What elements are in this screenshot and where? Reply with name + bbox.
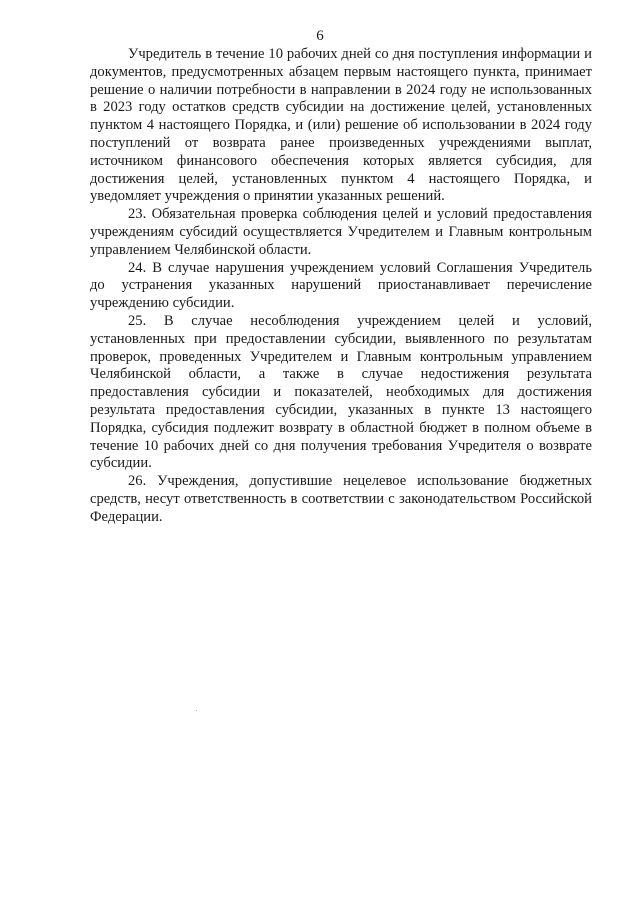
scan-speck — [196, 710, 197, 711]
paragraph-25: 25. В случае несоблюдения учреждением целей и условий, установленных при предоставлении субсидии, выявленного по результатам проверок, проведенных Учредителем и Главным контрольным управлением Челябинской области, а также в случае недостижения результата предоставления субсидии и показателей, необходимых для достижения результата предоставления субсидии, указанных в пункте 13 настоящего Порядка, субсидия подлежит возврату в областной бюджет в полном объеме в течение 10 рабочих дней со дня получения требования Учредителя о возврате субсидии. — [90, 312, 592, 472]
paragraph-24: 24. В случае нарушения учреждением условий Соглашения Учредитель до устранения указанных нарушений приостанавливает перечисление учреждению субсидии. — [90, 259, 592, 312]
paragraph-founder-decision: Учредитель в течение 10 рабочих дней со дня поступления информации и документов, предусмотренных абзацем первым настоящего пункта, принимает решение о наличии потребности в направлении в 2024 году не использованных в 2023 году остатков средств субсидии на достижение целей, установленных пунктом 4 настоящего Порядка, и (или) решение об использовании в 2024 году поступлений от возврата ранее произведенных учреждениями выплат, источником финансового обеспечения которых является субсидия, для достижения целей, установленных пунктом 4 настоящего Порядка, и уведомляет учреждения о принятии указанных решений. — [90, 46, 592, 205]
page-number: 6 — [316, 28, 324, 44]
document-body — [90, 46, 592, 527]
paragraph-26: 26. Учреждения, допустившие нецелевое использование бюджетных средств, несут ответственность в соответствии с законодательством Российской Федерации. — [90, 473, 592, 525]
paragraph-23: 23. Обязательная проверка соблюдения целей и условий предоставления учреждениям субсидий осуществляется Учредителем и Главным контрольным управлением Челябинской области. — [90, 206, 592, 258]
